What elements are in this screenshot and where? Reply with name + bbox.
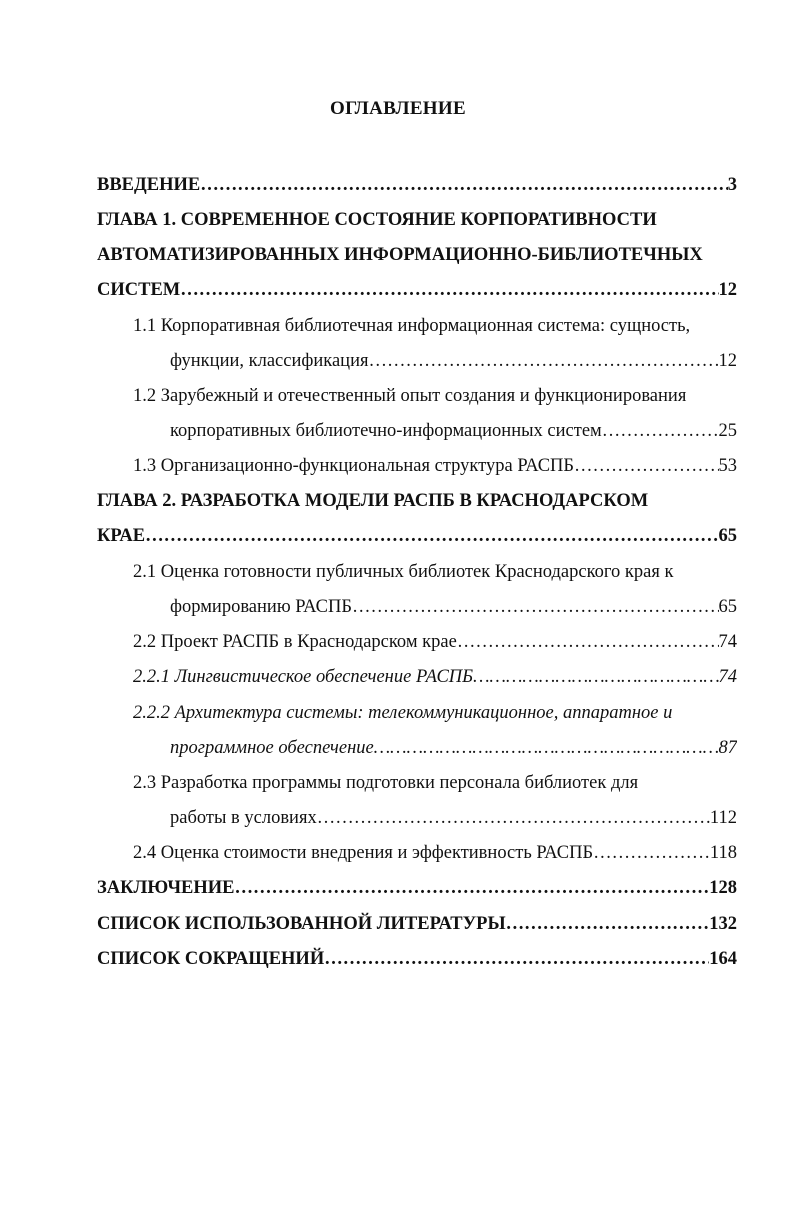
dot-leader — [317, 805, 710, 831]
toc-entry-text: 1.1 Корпоративная библиотечная информационная система: сущность, — [133, 316, 691, 336]
toc-entry-text: 2.2 Проект РАСПБ в Краснодарском крае — [133, 632, 457, 652]
toc-page-number: 112 — [709, 808, 737, 828]
toc-entry-2-2[interactable] — [133, 629, 737, 655]
toc-page-number: 132 — [709, 914, 737, 934]
toc-entry-introduction[interactable] — [97, 172, 737, 198]
toc-entry-text: 2.2.1 Лингвистическое обеспечение РАСПБ — [133, 667, 474, 687]
toc-entry-text: 2.3 Разработка программы подготовки персонала библиотек для — [133, 773, 639, 793]
toc-entry-text: КРАЕ — [97, 526, 146, 546]
toc-entry-1-2-line2[interactable] — [170, 418, 737, 444]
dot-leader — [145, 523, 718, 549]
toc-entry-text: ГЛАВА 1. СОВРЕМЕННОЕ СОСТОЯНИЕ КОРПОРАТИВНОСТИ — [97, 210, 657, 230]
toc-entry-2-1-line1[interactable] — [133, 559, 737, 585]
toc-entry-text: 2.2.2 Архитектура системы: телекоммуникационное, аппаратное и — [133, 703, 673, 723]
toc-entry-bibliography[interactable] — [97, 911, 737, 937]
toc-entry-text: СПИСОК ИСПОЛЬЗОВАННОЙ ЛИТЕРАТУРЫ — [97, 914, 506, 934]
toc-page-number: 128 — [709, 878, 737, 898]
dot-leader — [352, 594, 719, 620]
toc-page-number: 53 — [718, 456, 737, 476]
toc-entry-1-3[interactable] — [133, 453, 737, 479]
toc-entry-text: СПИСОК СОКРАЩЕНИЙ — [97, 949, 325, 969]
toc-page-number: 12 — [718, 351, 737, 371]
toc-page-number: 25 — [718, 421, 737, 441]
dot-leader — [374, 735, 719, 761]
toc-entry-chapter1-line3[interactable] — [97, 277, 737, 303]
toc-entry-text: 1.2 Зарубежный и отечественный опыт создания и функционирования — [133, 386, 687, 406]
toc-entry-abbreviations[interactable] — [97, 946, 737, 972]
dot-leader — [235, 875, 710, 901]
toc-entry-chapter1-line1[interactable] — [97, 207, 737, 233]
dot-leader — [506, 911, 710, 937]
toc-entry-2-2-2-line1[interactable] — [133, 700, 737, 726]
toc-page-number: 3 — [727, 175, 737, 195]
toc-entry-text: СИСТЕМ — [97, 280, 181, 300]
toc-entry-conclusion[interactable] — [97, 875, 737, 901]
dot-leader — [457, 629, 719, 655]
page-title: ОГЛАВЛЕНИЕ — [330, 98, 466, 119]
toc-entry-text: 1.3 Организационно-функциональная структура РАСПБ — [133, 456, 575, 476]
dot-leader — [473, 664, 718, 690]
toc-page-number: 164 — [709, 949, 737, 969]
toc-entry-text: программное обеспечение — [170, 738, 374, 758]
toc-entry-1-2-line1[interactable] — [133, 383, 737, 409]
toc-entry-2-3-line1[interactable] — [133, 770, 737, 796]
toc-entry-text: АВТОМАТИЗИРОВАННЫХ ИНФОРМАЦИОННО-БИБЛИОТЕЧНЫХ — [97, 245, 703, 265]
dot-leader — [200, 172, 728, 198]
dot-leader — [593, 840, 710, 866]
toc-page-number: 74 — [718, 632, 737, 652]
toc-page-number: 65 — [718, 597, 737, 617]
toc-entry-chapter2-line2[interactable] — [97, 523, 737, 549]
toc-entry-2-3-line2[interactable] — [170, 805, 737, 831]
dot-leader — [180, 277, 718, 303]
dot-leader — [324, 946, 709, 972]
toc-entry-text: формированию РАСПБ — [170, 597, 352, 617]
toc-page-number: 12 — [718, 280, 737, 300]
toc-entry-2-2-2-line2[interactable] — [170, 735, 737, 761]
toc-entry-2-1-line2[interactable] — [170, 594, 737, 620]
toc-entry-text: ВВЕДЕНИЕ — [97, 175, 201, 195]
toc-entry-2-4[interactable] — [133, 840, 737, 866]
toc-entry-text: корпоративных библиотечно-информационных систем — [170, 421, 602, 441]
toc-page-number: 87 — [718, 738, 737, 758]
toc-entry-text: 2.4 Оценка стоимости внедрения и эффективность РАСПБ — [133, 843, 594, 863]
dot-leader — [574, 453, 718, 479]
toc-entry-text: 2.1 Оценка готовности публичных библиотек Краснодарского края к — [133, 562, 674, 582]
toc-entry-text: ГЛАВА 2. РАЗРАБОТКА МОДЕЛИ РАСПБ В КРАСНОДАРСКОМ — [97, 491, 649, 511]
toc-entry-chapter1-line2[interactable] — [97, 242, 737, 268]
toc-entry-1-1-line1[interactable] — [133, 313, 737, 339]
toc-entry-text: работы в условиях — [170, 808, 317, 828]
toc-entry-chapter2-line1[interactable] — [97, 488, 737, 514]
toc-page-number: 74 — [718, 667, 737, 687]
dot-leader — [369, 348, 719, 374]
toc-page-number: 118 — [709, 843, 737, 863]
dot-leader — [602, 418, 719, 444]
toc-entry-1-1-line2[interactable] — [170, 348, 737, 374]
toc-entry-text: функции, классификация — [170, 351, 369, 371]
toc-entry-2-2-1[interactable] — [133, 664, 737, 690]
toc-page-number: 65 — [718, 526, 737, 546]
toc-entry-text: ЗАКЛЮЧЕНИЕ — [97, 878, 235, 898]
